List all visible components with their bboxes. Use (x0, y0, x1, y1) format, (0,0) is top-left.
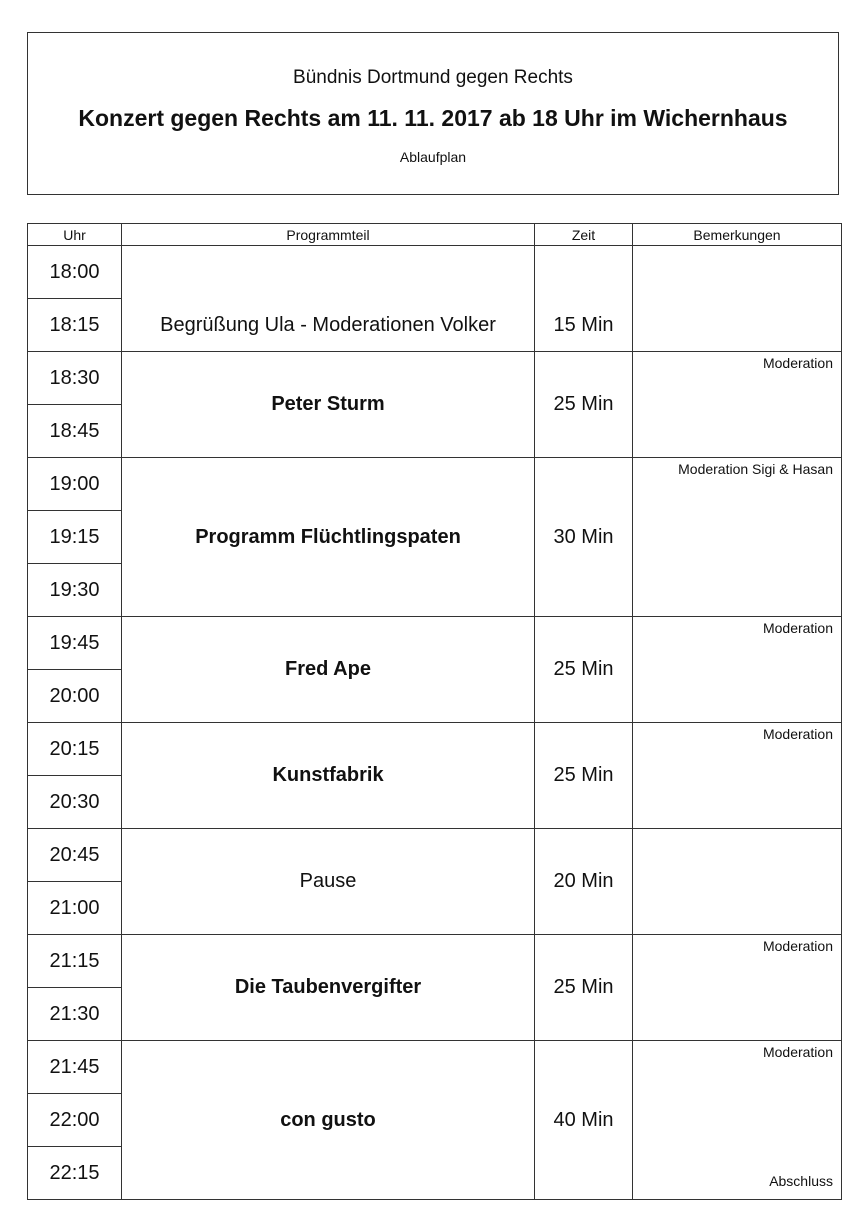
notes-cell (633, 617, 842, 723)
program-cell: Fred Ape (122, 617, 535, 723)
column-header-notes: Bemerkungen (633, 224, 842, 246)
table-row (28, 1041, 842, 1094)
time-cell: 21:15 (28, 935, 122, 988)
schedule-table (27, 223, 842, 1200)
note-text: Moderation (762, 938, 833, 954)
program-cell: Kunstfabrik (122, 723, 535, 829)
time-cell: 21:45 (28, 1041, 122, 1094)
organization-name: Bündnis Dortmund gegen Rechts (293, 67, 573, 88)
column-header-duration: Zeit (535, 224, 633, 246)
table-row (28, 935, 842, 988)
note-text (633, 829, 841, 832)
note-text: Moderation (762, 1044, 833, 1060)
column-header-time: Uhr (28, 224, 122, 246)
time-cell: 22:00 (28, 1094, 122, 1147)
table-row (28, 829, 842, 882)
program-cell: Programm Flüchtlingspaten (122, 458, 535, 617)
table-row (28, 617, 842, 670)
time-cell: 20:15 (28, 723, 122, 776)
duration-cell: 40 Min (535, 1041, 633, 1200)
duration-cell: 25 Min (535, 935, 633, 1041)
time-cell: 19:00 (28, 458, 122, 511)
time-cell: 22:15 (28, 1147, 122, 1200)
program-cell: Die Taubenvergifter (122, 935, 535, 1041)
duration-cell: 25 Min (535, 352, 633, 458)
note-text: Moderation Sigi & Hasan (678, 461, 833, 477)
notes-cell (633, 352, 842, 458)
program-cell: con gusto (122, 1041, 535, 1200)
program-cell: Begrüßung Ula - Moderationen Volker (122, 246, 535, 352)
time-cell: 18:30 (28, 352, 122, 405)
time-cell: 19:45 (28, 617, 122, 670)
table-header-row (28, 224, 842, 246)
program-cell: Peter Sturm (122, 352, 535, 458)
time-cell: 18:00 (28, 246, 122, 299)
note-text (633, 246, 841, 249)
note-text: Moderation (762, 355, 833, 371)
duration-cell: 20 Min (535, 829, 633, 935)
notes-cell (633, 458, 842, 617)
note-closing-text: Abschluss (769, 1173, 833, 1189)
notes-cell (633, 246, 842, 352)
time-cell: 19:15 (28, 511, 122, 564)
time-cell: 21:00 (28, 882, 122, 935)
time-cell: 20:00 (28, 670, 122, 723)
note-text: Moderation (762, 726, 833, 742)
time-cell: 20:30 (28, 776, 122, 829)
subtitle: Ablaufplan (399, 149, 467, 165)
duration-cell: 25 Min (535, 617, 633, 723)
time-cell: 18:15 (28, 299, 122, 352)
time-cell: 18:45 (28, 405, 122, 458)
duration-cell: 15 Min (535, 246, 633, 352)
program-cell: Pause (122, 829, 535, 935)
column-header-program: Programmteil (122, 224, 535, 246)
table-row (28, 352, 842, 405)
duration-cell: 25 Min (535, 723, 633, 829)
note-text: Moderation (762, 620, 833, 636)
time-cell: 21:30 (28, 988, 122, 1041)
header-box (27, 32, 839, 195)
notes-cell (633, 829, 842, 935)
page-title: Konzert gegen Rechts am 11. 11. 2017 ab 18 Uhr im Wichernhaus (78, 105, 788, 131)
notes-cell (633, 723, 842, 829)
duration-cell: 30 Min (535, 458, 633, 617)
time-cell: 19:30 (28, 564, 122, 617)
time-cell: 20:45 (28, 829, 122, 882)
notes-cell (633, 935, 842, 1041)
table-row (28, 723, 842, 776)
notes-cell (633, 1041, 842, 1200)
table-row (28, 246, 842, 299)
table-row (28, 458, 842, 511)
